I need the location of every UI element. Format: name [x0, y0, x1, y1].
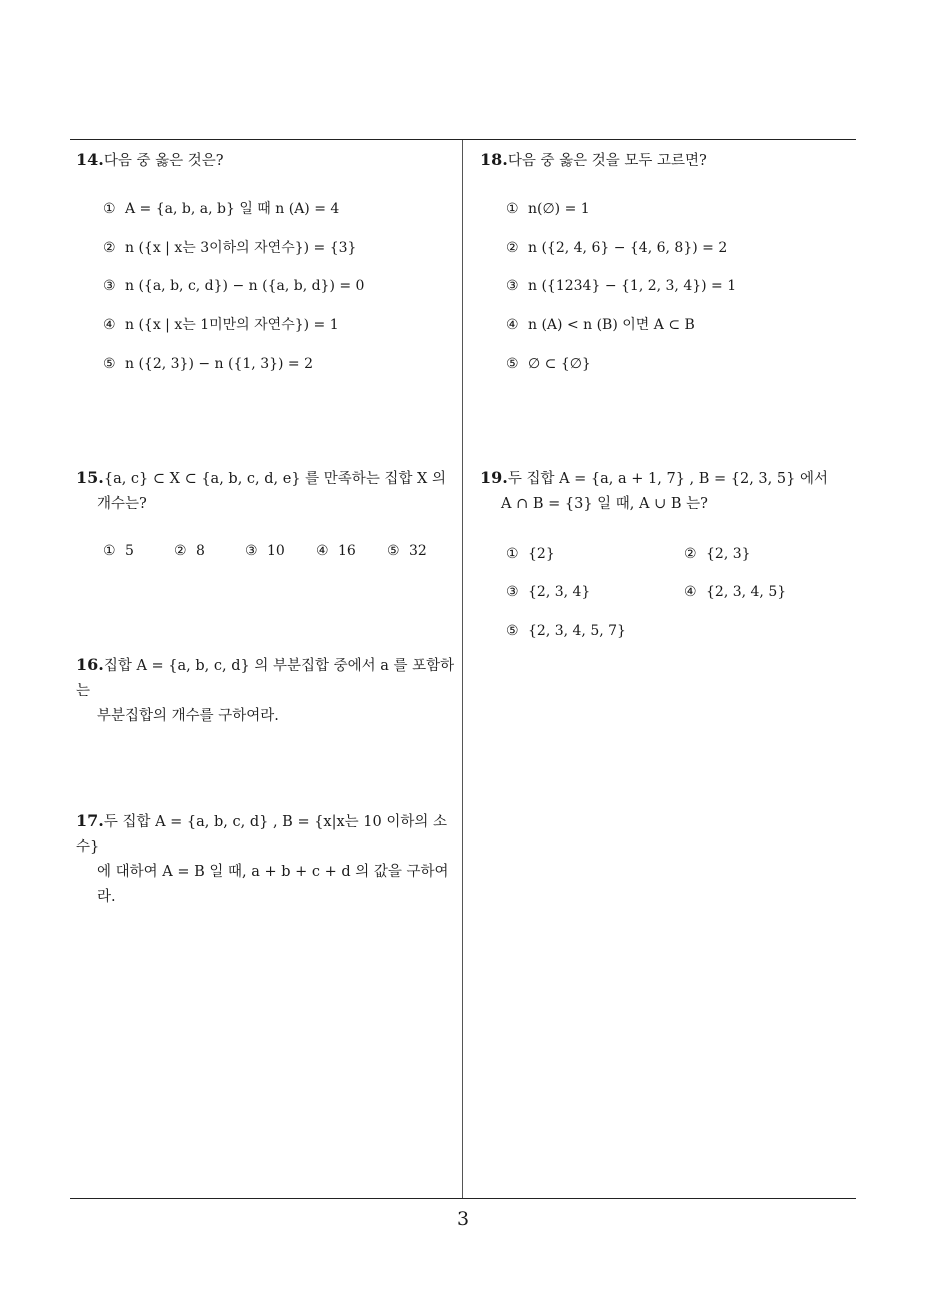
q15-option-1[interactable]: ① 5 — [103, 543, 134, 559]
q18-option-3[interactable]: ③ n ({1234} − {1, 2, 3, 4}) = 1 — [506, 278, 737, 294]
question-19 — [480, 465, 860, 517]
question-number: 16. — [76, 655, 104, 674]
option-text: {2} — [528, 546, 555, 562]
q19-option-2[interactable]: ② {2, 3} — [684, 546, 751, 562]
option-text: 16 — [338, 543, 356, 559]
question-number: 17. — [76, 811, 104, 830]
option-text: 32 — [409, 543, 427, 559]
q19-option-3[interactable]: ③ {2, 3, 4} — [506, 584, 591, 600]
question-number: 15. — [76, 468, 104, 487]
option-text: A = {a, b, a, b} 일 때 n (A) = 4 — [125, 201, 340, 217]
q15-option-2[interactable]: ② 8 — [174, 543, 205, 559]
question-stem-line-1: 집합 A = {a, b, c, d} 의 부분집합 중에서 a 를 포함하는 — [76, 658, 455, 699]
question-stem-line-2: 에 대하여 A = B 일 때, a + b + c + d 의 값을 구하여라. — [97, 864, 449, 905]
q18-option-2[interactable]: ② n ({2, 4, 6} − {4, 6, 8}) = 2 — [506, 240, 728, 256]
option-text: n ({1234} − {1, 2, 3, 4}) = 1 — [528, 278, 737, 294]
option-text: n ({x | x는 3이하의 자연수}) = {3} — [125, 240, 357, 256]
q18-option-1[interactable]: ① n(∅) = 1 — [506, 201, 590, 217]
option-text: 8 — [196, 543, 205, 559]
q18-option-5[interactable]: ⑤ ∅ ⊂ {∅} — [506, 356, 591, 372]
q15-option-5[interactable]: ⑤ 32 — [387, 543, 427, 559]
option-text: ∅ ⊂ {∅} — [528, 356, 591, 372]
question-stem-line-2: 개수는? — [97, 496, 147, 512]
option-text: n ({a, b, c, d}) − n ({a, b, d}) = 0 — [125, 278, 365, 294]
question-stem-line-1: 두 집합 A = {a, b, c, d} , B = {x|x는 10 이하의 소수} — [76, 814, 447, 855]
option-text: {2, 3, 4, 5, 7} — [528, 623, 626, 639]
q14-option-4[interactable]: ④ n ({x | x는 1미만의 자연수}) = 1 — [103, 317, 339, 333]
q14-option-5[interactable]: ⑤ n ({2, 3}) − n ({1, 3}) = 2 — [103, 356, 314, 372]
q14-option-2[interactable]: ② n ({x | x는 3이하의 자연수}) = {3} — [103, 240, 357, 256]
q15-option-4[interactable]: ④ 16 — [316, 543, 356, 559]
q18-option-4[interactable]: ④ n (A) < n (B) 이면 A ⊂ B — [506, 317, 695, 333]
option-text: n (A) < n (B) 이면 A ⊂ B — [528, 317, 695, 333]
question-17 — [76, 808, 456, 910]
column-divider — [462, 140, 463, 1198]
option-text: n ({2, 4, 6} − {4, 6, 8}) = 2 — [528, 240, 728, 256]
question-15 — [76, 465, 456, 517]
option-text: n ({2, 3}) − n ({1, 3}) = 2 — [125, 356, 314, 372]
question-stem-line-2: 부분집합의 개수를 구하여라. — [97, 708, 279, 724]
top-rule — [70, 139, 856, 140]
q15-option-3[interactable]: ③ 10 — [245, 543, 285, 559]
question-number: 19. — [480, 468, 508, 487]
q19-option-5[interactable]: ⑤ {2, 3, 4, 5, 7} — [506, 623, 626, 639]
question-stem: 다음 중 옳은 것은? — [103, 153, 224, 169]
question-number: 18. — [480, 150, 508, 169]
question-number: 14. — [76, 150, 104, 169]
question-16 — [76, 652, 456, 729]
option-text: n ({x | x는 1미만의 자연수}) = 1 — [125, 317, 339, 333]
q14-option-1[interactable]: ① A = {a, b, a, b} 일 때 n (A) = 4 — [103, 201, 340, 217]
question-stem-line-1: 두 집합 A = {a, a + 1, 7} , B = {2, 3, 5} 에서 — [507, 471, 828, 487]
option-text: 5 — [125, 543, 134, 559]
question-stem: 다음 중 옳은 것을 모두 고르면? — [507, 153, 707, 169]
option-text: {2, 3} — [706, 546, 751, 562]
q19-option-1[interactable]: ① {2} — [506, 546, 555, 562]
question-stem-line-1: {a, c} ⊂ X ⊂ {a, b, c, d, e} 를 만족하는 집합 X 의 — [103, 471, 446, 487]
option-text: 10 — [267, 543, 285, 559]
q19-option-4[interactable]: ④ {2, 3, 4, 5} — [684, 584, 787, 600]
q14-option-3[interactable]: ③ n ({a, b, c, d}) − n ({a, b, d}) = 0 — [103, 278, 365, 294]
option-text: {2, 3, 4, 5} — [706, 584, 787, 600]
question-stem-line-2: A ∩ B = {3} 일 때, A ∪ B 는? — [501, 496, 708, 512]
bottom-rule — [70, 1198, 856, 1199]
page-number: 3 — [456, 1208, 470, 1230]
option-text: {2, 3, 4} — [528, 584, 591, 600]
question-18 — [480, 147, 860, 174]
question-14 — [76, 147, 456, 174]
option-text: n(∅) = 1 — [528, 201, 590, 217]
